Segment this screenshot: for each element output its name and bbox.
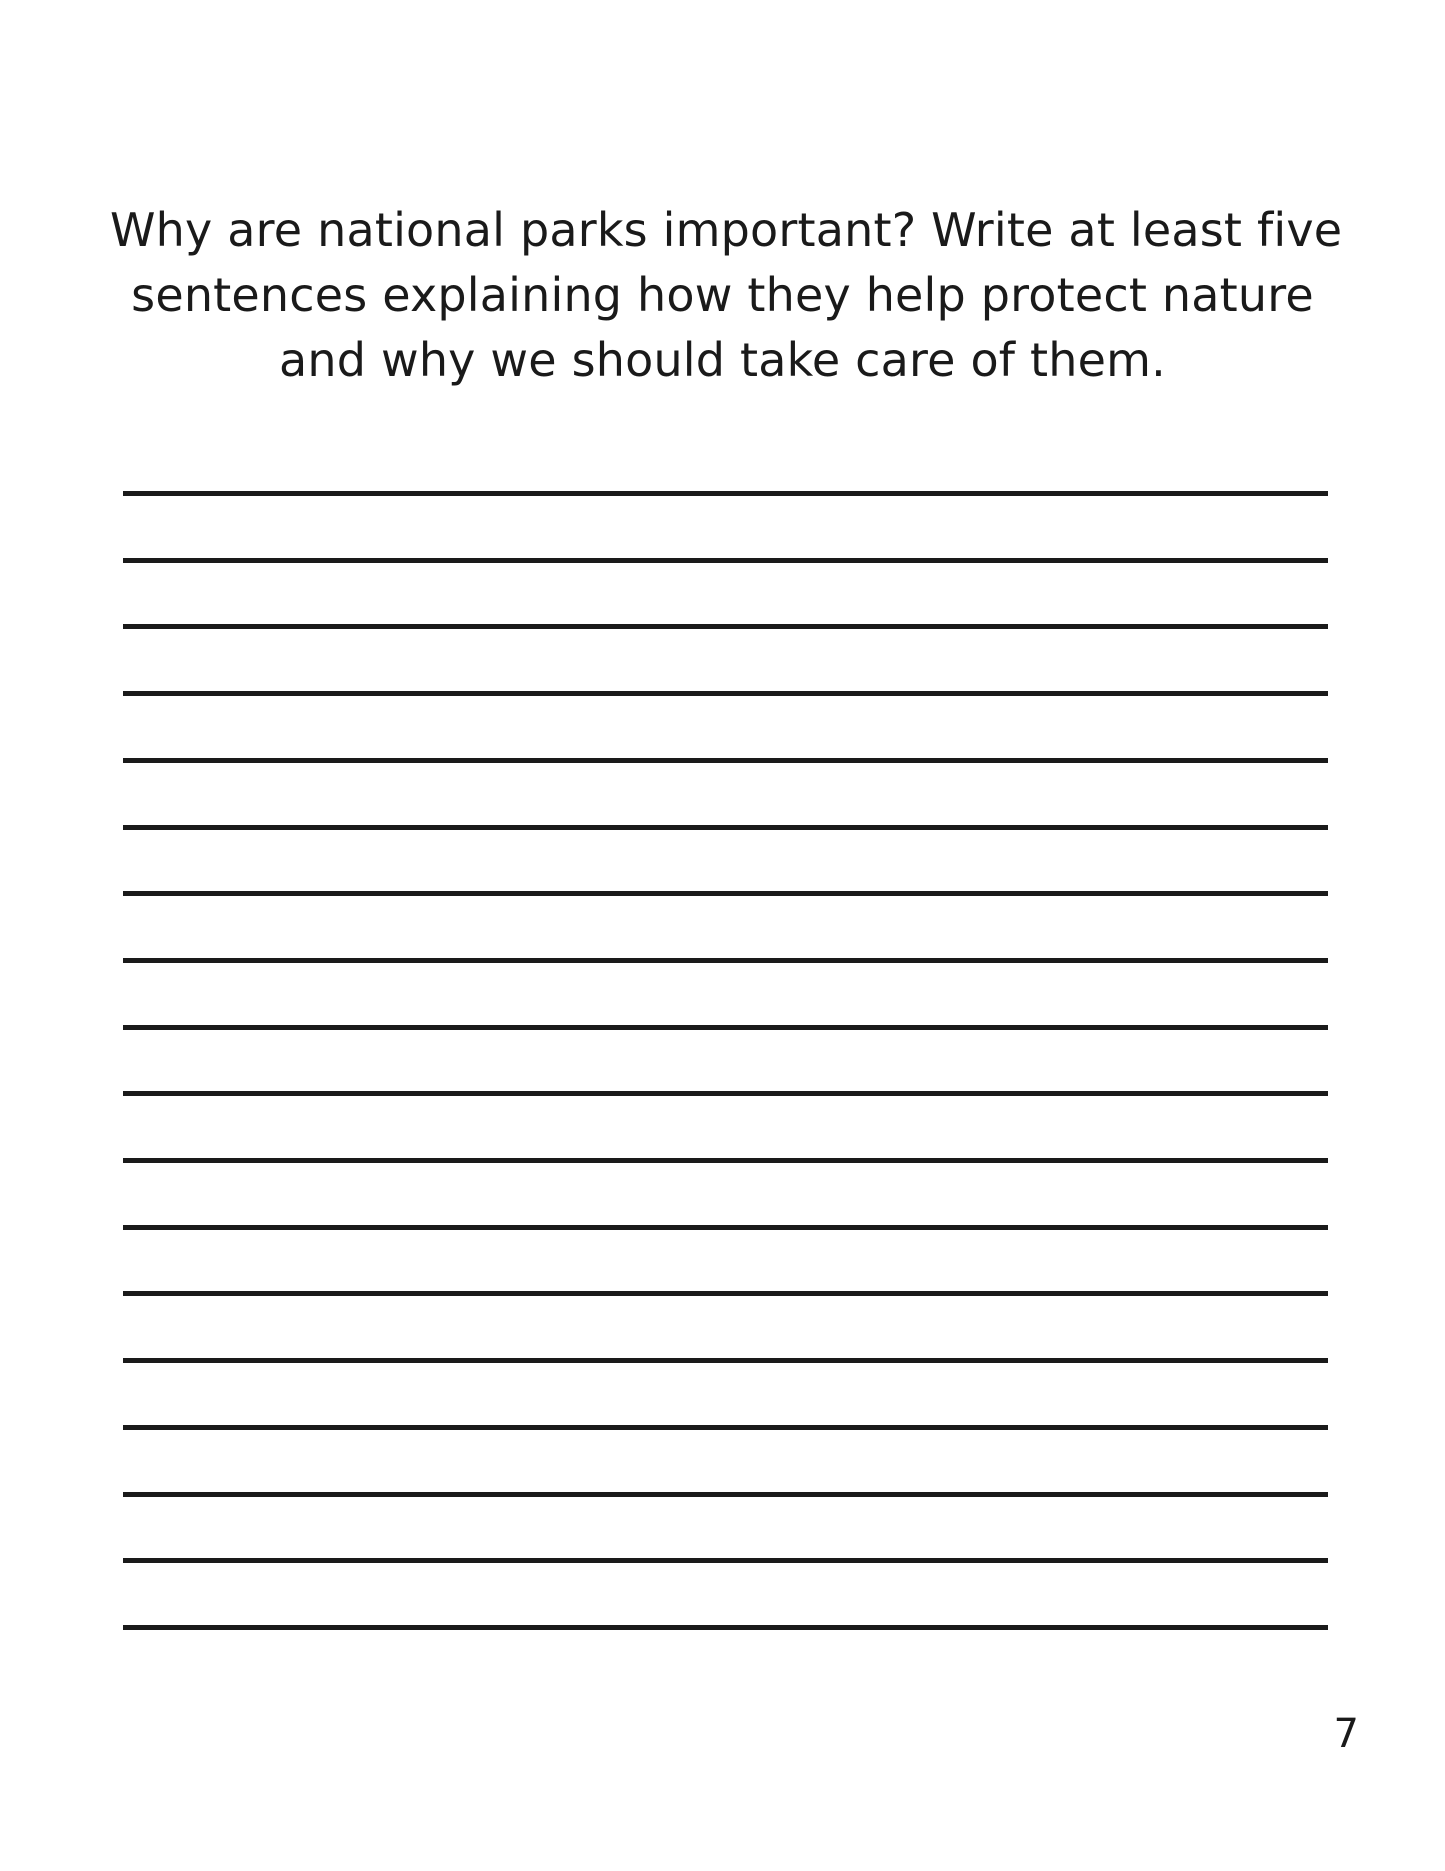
writing-line xyxy=(123,1492,1328,1497)
writing-line xyxy=(123,624,1328,629)
writing-line xyxy=(123,1558,1328,1563)
writing-line xyxy=(123,1425,1328,1430)
writing-line xyxy=(123,891,1328,896)
writing-line xyxy=(123,1625,1328,1630)
writing-line xyxy=(123,1158,1328,1163)
writing-line xyxy=(123,825,1328,830)
writing-line xyxy=(123,758,1328,763)
writing-lines xyxy=(123,0,1328,1871)
writing-line xyxy=(123,558,1328,563)
prompt-line: and why we should take care of them. xyxy=(279,333,1166,387)
prompt-line: Why are national parks important? Write at least five xyxy=(110,203,1343,257)
writing-line xyxy=(123,1358,1328,1363)
writing-line xyxy=(123,1025,1328,1030)
writing-line xyxy=(123,691,1328,696)
writing-line xyxy=(123,1291,1328,1296)
writing-line xyxy=(123,1225,1328,1230)
writing-line xyxy=(123,1091,1328,1096)
writing-line xyxy=(123,491,1328,496)
writing-line xyxy=(123,958,1328,963)
prompt-line: sentences explaining how they help protect nature xyxy=(131,268,1314,322)
page-number: 7 xyxy=(1333,1711,1359,1757)
